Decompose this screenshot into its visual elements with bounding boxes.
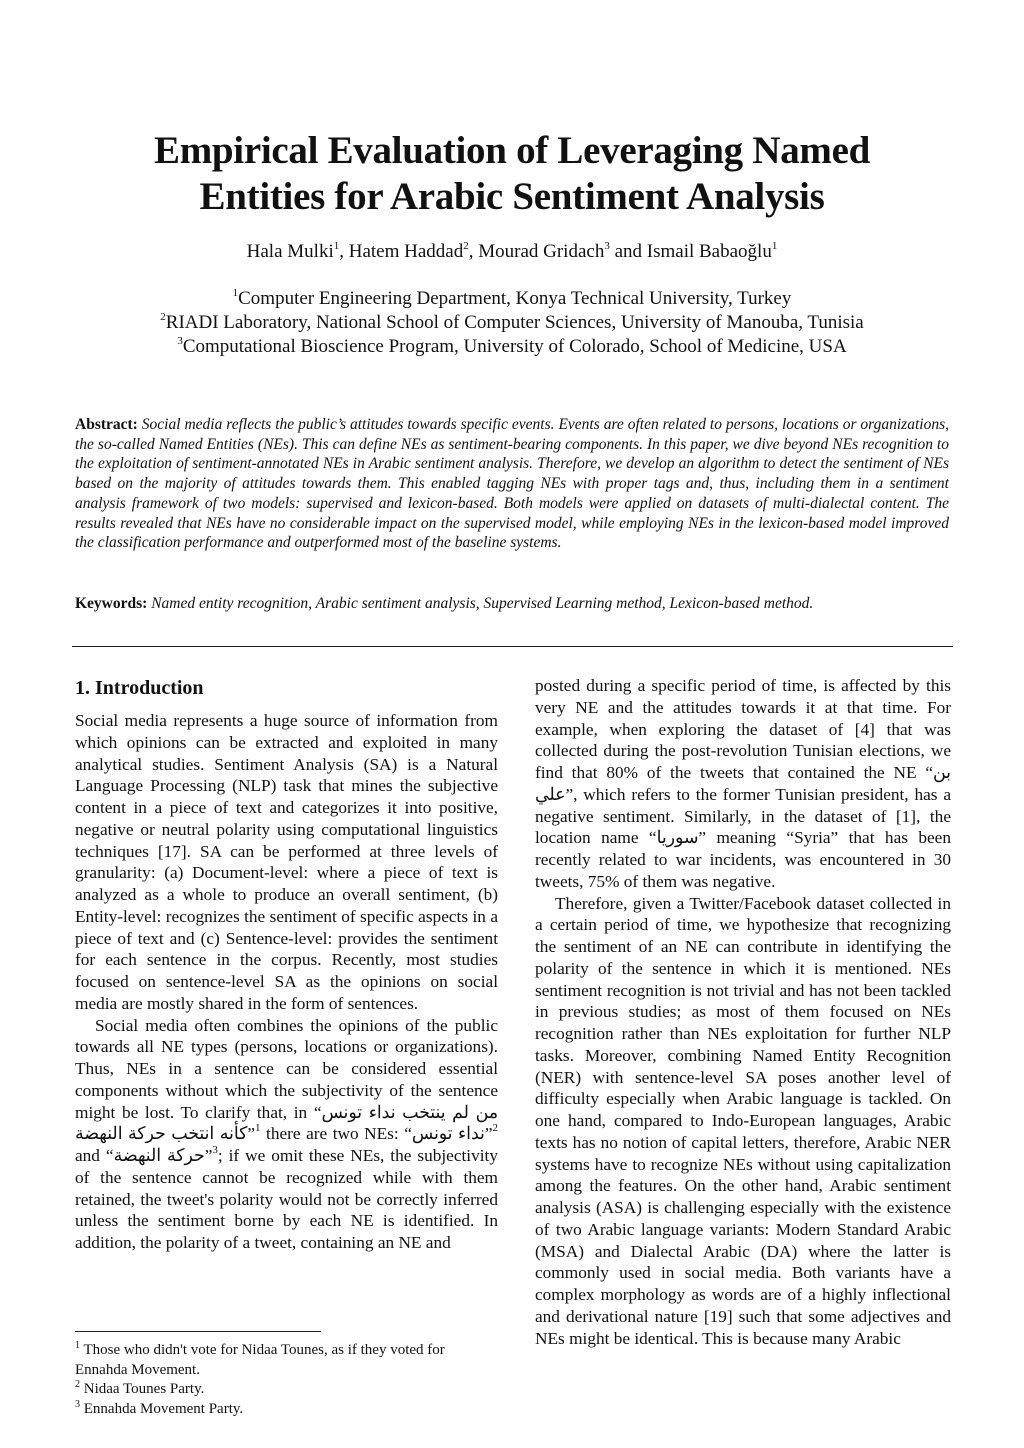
affiliation-text: Computer Engineering Department, Konya Technical University, Turkey (238, 288, 792, 309)
footnote-ref: 1 (254, 1122, 261, 1135)
paragraph: Therefore, given a Twitter/Facebook dataset collected in a certain period of time, we hypothesize that recognizing the sentiment of an NE can contribute in identifying the polarity of the sentence in which it is mentioned. NEs sentiment recognition is not trivial and has not been tackled in previous studies; as most of them focused on NEs recognition rather than NEs exploitation for further NLP tasks. Moreover, combining Named Entity Recognition (NER) with sentence-level SA poses another level of difficulty especially when Arabic language is tackled. On one hand, compared to Indo-European languages, Arabic texts has no notion of capital letters, therefore, Arabic NER systems have to recognize NEs without using capitalization among the features. On the other hand, Arabic sentiment analysis (ASA) is challenging especially with the existence of two Arabic language variants: Modern Standard Arabic (MSA) and Dialectal Arabic (DA) where the latter is commonly used in social media. Both variants have a complex morphology as words are of a highly inflectional and derivational nature [19] such that some adjectives and NEs might be identical. This is because many Arabic (535, 893, 951, 1348)
paragraph: Social media represents a huge source of information from which opinions can be extracted and exploited in many analytical studies. Sentiment Analysis (SA) is a Natural Language Processing (NLP) task that mines the subjective content in a piece of text and categorizes it into positive, negative or neutral polarity using computational linguistics techniques [17]. SA can be performed at three levels of granularity: (a) Document-level: where a piece of text is analyzed as a whole to produce an overall sentiment, (b) Entity-level: recognizes the sentiment of specific aspects in a piece of text and (c) Sentence-level: provides the sentiment for each sentence in the corpus. Recently, most studies focused on sentence-level SA as the opinions on social media are mostly shared in the form of sentences. (75, 711, 498, 1013)
affiliation-text: RIADI Laboratory, National School of Computer Sciences, University of Manouba, Tunisia (165, 312, 864, 333)
paragraph-text: and “ (75, 1146, 114, 1165)
footnote-text: Ennahda Movement Party. (83, 1400, 244, 1417)
paragraph-text: ; if we omit these NEs, the subjectivity of the sentence cannot be recognized while with them retained, the tweet's polarity would not be correctly inferred unless the sentiment borne by each NE is identified. In addition, the polarity of a tweet, containing an NE and (75, 1146, 498, 1252)
affiliation (0, 287, 1024, 311)
footnote-number: 2 (75, 1379, 80, 1390)
title-line-1: Empirical Evaluation of Leveraging Named (154, 129, 870, 172)
paper-title (0, 128, 1024, 220)
footnote (75, 1400, 495, 1420)
author-name: Mourad Gridach (478, 241, 605, 262)
right-column (535, 675, 951, 1349)
footnote-number: 1 (75, 1340, 80, 1351)
author-name: Hatem Haddad (348, 241, 464, 262)
footnote-ref: 3 (212, 1144, 218, 1156)
author-list (0, 240, 1024, 264)
paragraph-text: Social media often combines the opinions of the public towards all NE types (persons, locations or organizations). Thus, NEs in a sentence can be considered essential components without which the subjectivity of the sentence might be lost. To clarify that, in “ (75, 1015, 498, 1122)
author-affiliation-sup: 1 (333, 240, 340, 252)
affiliation-sup: 3 (177, 335, 183, 347)
keywords-label: Keywords: (75, 595, 148, 612)
paragraph-text: posted during a specific period of time, is affected by this very NE and the attitudes towards it at that time. For example, when exploring the dataset of [4] that was collected during the post-revolution Tunisian elections, we find that 80% of the tweets that contained the NE “ (535, 676, 951, 782)
author-separator: , (339, 241, 349, 262)
affiliation-sup: 2 (160, 311, 166, 323)
footnote-number: 3 (75, 1398, 80, 1410)
abstract (75, 415, 949, 553)
affiliation (0, 311, 1024, 335)
arabic-ne: سوريا (656, 828, 699, 848)
keywords (75, 594, 949, 614)
section-divider (72, 646, 953, 647)
title-line-2: Entities for Arabic Sentiment Analysis (199, 175, 825, 218)
footnote-ref: 2 (492, 1122, 498, 1135)
footnote-divider (75, 1331, 321, 1332)
abstract-label: Abstract: (75, 416, 138, 433)
affiliation-list (0, 287, 1024, 359)
left-column (75, 675, 498, 1254)
footnote (75, 1341, 495, 1380)
author-name: Hala Mulki (246, 241, 334, 262)
arabic-ne: حركة النهضة (113, 1146, 205, 1165)
affiliation-sup: 1 (232, 287, 239, 299)
paragraph (535, 675, 951, 893)
author-affiliation-sup: 2 (463, 240, 469, 252)
section-heading: 1. Introduction (75, 677, 204, 699)
paragraph-text: there are two NEs: “ (260, 1124, 412, 1144)
paragraph: Social media often combines the opinions of the public towards all NE types (persons, locations or organizations). Thus, NEs in a sentence can be considered essential components without which the subjectivity of the sentence might be lost. To clarify that, in “من لم ينتخب نداء تونس كأنه انتخب حركة النهضة”$^1$ there are two NEs: “نداء تونس”$^2$ and “حركة النهضة”$^3$; if we omit these NEs, the subjectivity of the sentence cannot be recognized while with them retained, the tweet's polarity would not be correctly inferred unless the sentiment borne by each NE is identified. In addition, the polarity of a tweet, containing an NE and (75, 1015, 498, 1252)
author-affiliation-sup: 1 (771, 240, 778, 252)
arabic-ne: نداء تونس (411, 1124, 485, 1144)
footnotes (75, 1341, 495, 1419)
author-separator: , (468, 241, 479, 262)
abstract-text: Social media reflects the public’s attitudes towards specific events. Events are often related to persons, locations or organizations, the so-called Named Entities (NEs). This can define NEs as sentiment-bearing components. In this paper, we dive beyond NEs recognition to the exploitation of sentiment-annotated NEs in Arabic sentiment analysis. Therefore, we develop an algorithm to detect the sentiment of NEs based on the majority of attitudes towards them. This enabled tagging NEs with proper tags and, thus, including them in a sentiment analysis framework of two models: supervised and lexicon-based. Both models were applied on datasets of multi-dialectal content. The results revealed that NEs have no considerable impact on the supervised model, while employing NEs in the lexicon-based model improved the classification performance and outperformed most of the baseline systems. (75, 416, 949, 552)
footnote-text: Those who didn't vote for Nidaa Tounes, as if they voted for Ennahda Movement. (75, 1342, 445, 1378)
affiliation-text: Computational Bioscience Program, University of Colorado, School of Medicine, USA (182, 336, 847, 357)
keywords-text: Named entity recognition, Arabic sentiment analysis, Supervised Learning method, Lexicon-based method. (151, 595, 814, 612)
footnote (75, 1380, 495, 1400)
affiliation (0, 335, 1024, 359)
paragraph-text: ”, which refers to the former Tunisian president, has a negative sentiment. Similarly, in the dataset of [1], the location name “ (535, 784, 951, 848)
author-affiliation-sup: 3 (604, 240, 610, 252)
arabic-quote: من لم ينتخب نداء تونس كأنه انتخب حركة النهضة (75, 1102, 498, 1144)
arabic-ne: بن علي (535, 763, 951, 804)
author-separator: and (609, 241, 647, 262)
author-name: Ismail Babaoğlu (646, 241, 772, 262)
paragraph-text: ” meaning “Syria” that has been recently related to war incidents, was encountered in 30 tweets, 75% of them was negative. (535, 828, 951, 891)
footnote-text: Nidaa Tounes Party. (83, 1381, 205, 1397)
